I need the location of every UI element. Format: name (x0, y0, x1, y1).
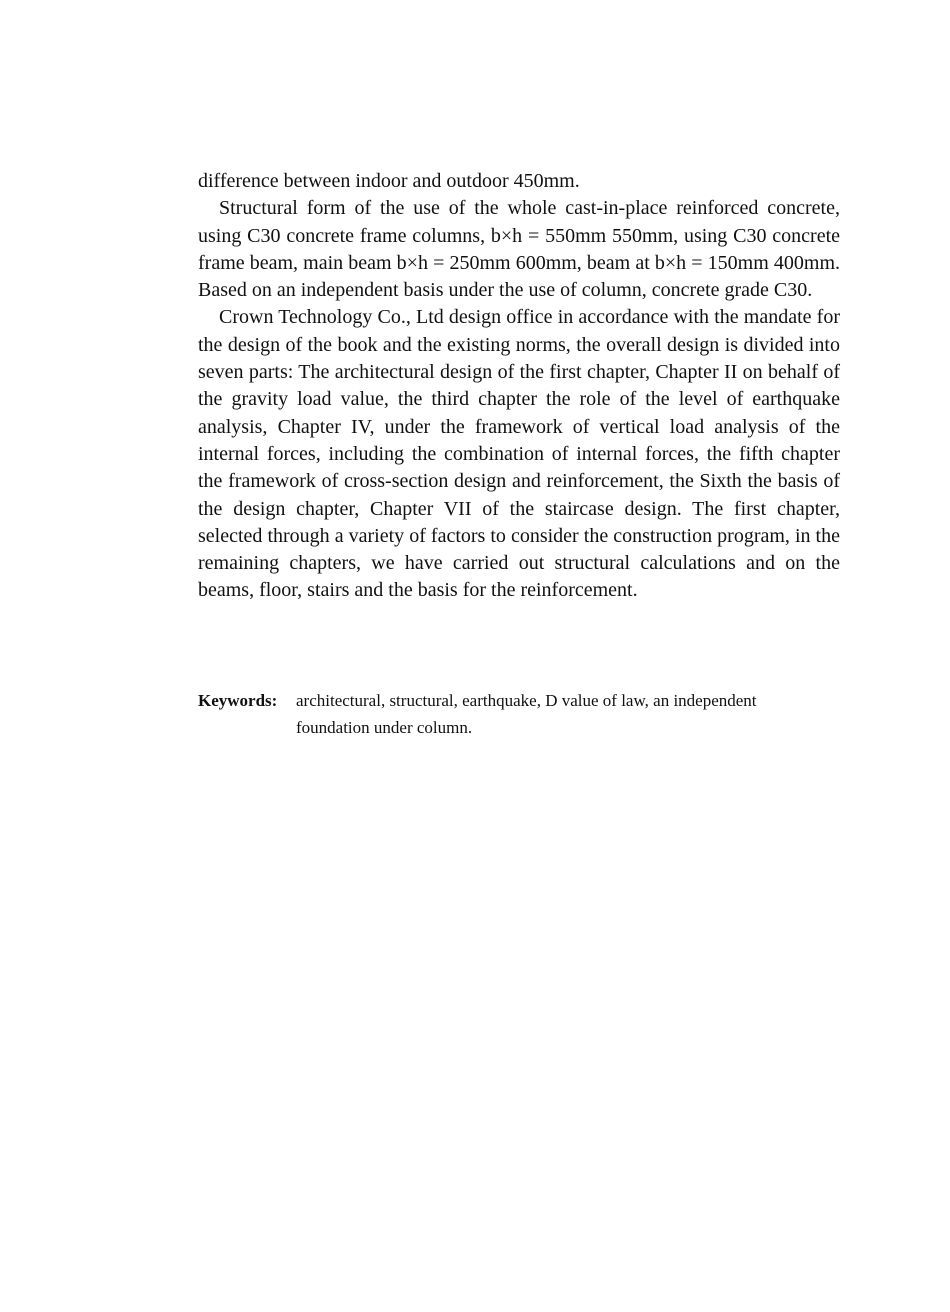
paragraph-design-overview: Crown Technology Co., Ltd design office in accordance with the mandate for the design of the book and the existing norms, the overall design is divided into seven parts: The architectural design of the first chapter, Chapter II on behalf of the gravity load value, the third chapter the role of the level of earthquake analysis, Chapter IV, under the framework of vertical load analysis of the internal forces, including the combination of internal forces, the fifth chapter the framework of cross-section design and reinforcement, the Sixth the basis of the design chapter, Chapter VII of the staircase design. The first chapter, selected through a variety of factors to consider the construction program, in the remaining chapters, we have carried out structural calculations and on the beams, floor, stairs and the basis for the reinforcement. (198, 306, 840, 602)
keywords-text: architectural, structural, earthquake, D value of law, an independent foundation under column. (296, 691, 757, 737)
paragraph-continuation: difference between indoor and outdoor 450mm. (198, 170, 580, 192)
keywords-section (198, 687, 840, 741)
paragraph-structural-form: Structural form of the use of the whole cast-in-place reinforced concrete, using C30 concrete frame columns, b×h = 550mm 550mm, using C30 concrete frame beam, main beam b×h = 250mm 600mm, beam at b×h = 150mm 400mm. Based on an independent basis under the use of column, concrete grade C30. (198, 197, 840, 302)
keywords-label: Keywords: (198, 691, 278, 710)
abstract-body (198, 168, 840, 605)
